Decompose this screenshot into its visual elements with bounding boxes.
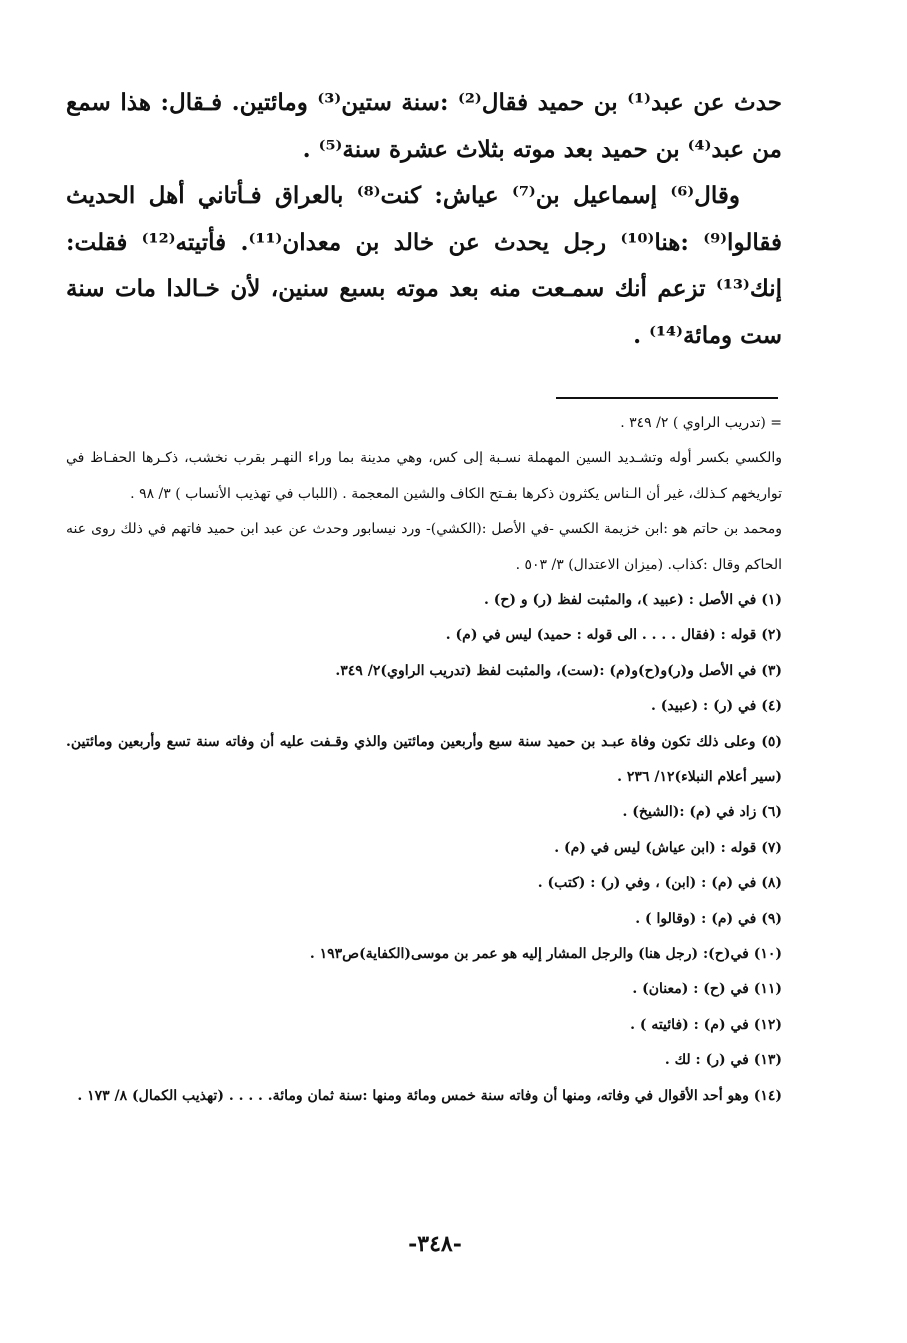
footnote-10: (١٠) في(ح): (رجل هنا) والرجل المشار إليه هو عمر بن موسى(الكفاية)ص١٩٣ . xyxy=(309,945,782,962)
footnote-separator xyxy=(556,397,778,399)
footnote-14: (١٤) وهو أحد الأقوال في وفاته، ومنها أن وفاته سنة خمس ومائة ومنها :سنة ثمان ومائة. . . . . (تهذيب الكمال) ٨/ ١٧٣ . xyxy=(77,1087,782,1104)
footnote-2: (٢) قوله : (فقال . . . . الى قوله : حميد) ليس في (م) . xyxy=(445,627,782,644)
footnote-continuation: = (تدريب الراوي ) ٢/ ٣٤٩ . xyxy=(620,415,782,431)
footnote-3: (٣) في الأصل و(ر)و(ح)و(م) :(ست)، والمثبت لفظ (تدريب الراوي)٢/ ٣٤٩. xyxy=(335,662,782,679)
footnote-6: (٦) زاد في (م) :(الشيخ) . xyxy=(622,804,782,821)
footnotes xyxy=(66,406,782,1114)
main-text xyxy=(66,80,782,359)
footnote-5: (٥) وعلى ذلك تكون وفاة عبـد بن حميد سنة سبع وأربعين ومائتين والذي وقـفت عليه أن وفاته سنة تسع وأربعين ومائتين. (سير أعلام النبلاء)١٢/ ٢٣٦ . xyxy=(66,733,782,785)
footnote-13: (١٣) في (ر) : لك . xyxy=(664,1052,782,1069)
footnote-kisi: والكسي بكسر أوله وتشـديد السين المهملة نسـبة إلى كس، وهي مدينة بما وراء النهـر بقرب نخشب، ذكـرها الحفـاظ في تواريخهم كـذلك، غير أن الـناس يكثرون ذكرها بفـتح الكاف والشين المعجمة . (اللباب في تهذيب الأنساب ) ٣/ ٩٨ . xyxy=(66,450,782,502)
footnote-ibn-hatim: ومحمد بن حاتم هو :ابن خزيمة الكسي -في الأصل :(الكشي)- ورد نيسابور وحدث عن عبد ابن حميد فاتهم في ذلك روى عنه الحاكم وقال :كذاب. (ميزان الاعتدال) ٣/ ٥٠٣ . xyxy=(66,521,782,573)
footnote-12: (١٢) في (م) : (فائيته ) . xyxy=(630,1016,782,1033)
footnote-1: (١) في الأصل : (عبيد )، والمثبت لفظ (ر) و (ح) . xyxy=(484,592,782,609)
footnote-4: (٤) في (ر) : (عبيد) . xyxy=(651,698,782,715)
footnote-7: (٧) قوله : (ابن عياش) ليس في (م) . xyxy=(554,839,782,856)
main-paragraph-1: حدث عن عبد⁽¹⁾ بن حميد فقال⁽²⁾ :سنة ستين⁽³⁾ ومائتين. فـقال: هذا سمع من عبد⁽⁴⁾ بن حميد بعد موته بثلاث عشرة سنة⁽⁵⁾ . xyxy=(66,89,782,163)
page-number: -٣٤٨- xyxy=(408,1231,462,1257)
footnote-9: (٩) في (م) : (وقالوا ) . xyxy=(635,910,782,927)
main-paragraph-2: وقال⁽⁶⁾ إسماعيل بن⁽⁷⁾ عياش: كنت⁽⁸⁾ بالعراق فـأتاني أهل الحديث فقالوا⁽⁹⁾ :هنا⁽¹⁰⁾ رجل يحدث عن خالد بن معدان⁽¹¹⁾. فأتيته⁽¹²⁾ فقلت: إنك⁽¹³⁾ تزعم أنك سمـعت منه بعد موته بسبع سنين، لأن خـالدا مات سنة ست ومائة⁽¹⁴⁾ . xyxy=(66,182,782,349)
footnote-11: (١١) في (ح) : (معنان) . xyxy=(632,981,782,998)
footnote-8: (٨) في (م) : (ابن) ، وفي (ر) : (كتب) . xyxy=(537,875,782,892)
